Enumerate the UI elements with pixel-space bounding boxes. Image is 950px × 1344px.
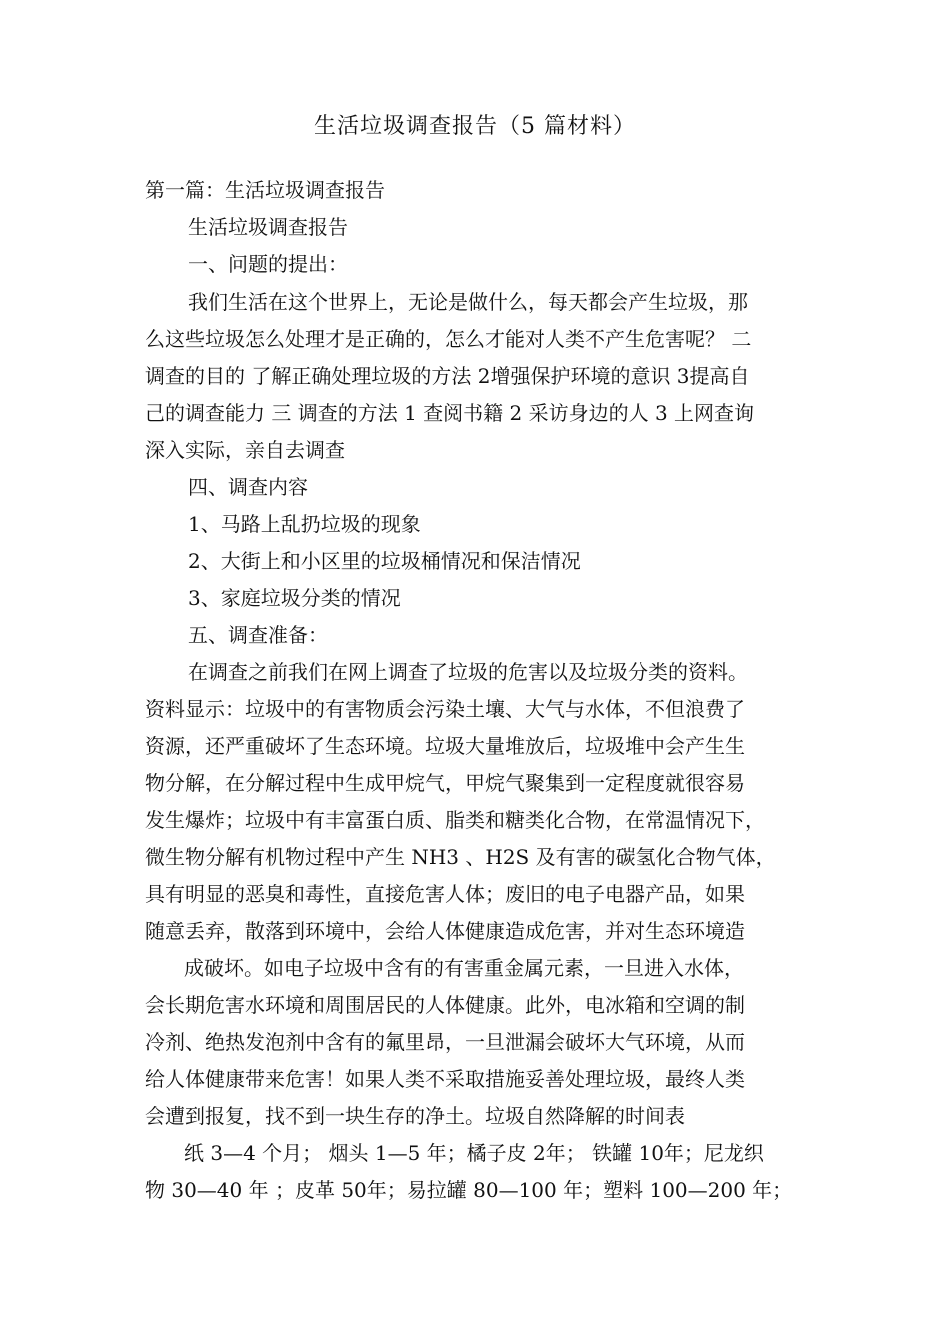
list-item: 1、马路上乱扔垃圾的现象 (188, 512, 421, 536)
paragraph-line: 纸 3—4 个月； 烟头 1—5 年；橘子皮 2年； 铁罐 10年；尼龙织 (184, 1141, 764, 1165)
list-item: 2、大街上和小区里的垃圾桶情况和保洁情况 (188, 549, 581, 573)
paragraph-line: 随意丢弃，散落到环境中，会给人体健康造成危害，并对生态环境造 (145, 919, 745, 943)
heading-problem: 一、问题的提出： (188, 252, 348, 276)
paragraph-line: 具有明显的恶臭和毒性，直接危害人体；废旧的电子电器产品，如果 (145, 882, 745, 906)
paragraph-line: 在调查之前我们在网上调查了垃圾的危害以及垃圾分类的资料。 (188, 660, 748, 684)
paragraph-line: 发生爆炸；垃圾中有丰富蛋白质、脂类和糖类化合物，在常温情况下， (145, 808, 765, 832)
paragraph-line: 己的调查能力 三 调查的方法 1 查阅书籍 2 采访身边的人 3 上网查询 (145, 401, 755, 425)
section-heading-part-1: 第一篇：生活垃圾调查报告 (145, 178, 385, 202)
paragraph-line: 物 30—40 年 ；皮革 50年；易拉罐 80—100 年；塑料 100—200 年； (145, 1178, 793, 1202)
paragraph-line: 给人体健康带来危害！如果人类不采取措施妥善处理垃圾，最终人类 (145, 1067, 745, 1091)
paragraph-line: 会遭到报复，找不到一块生存的净土。垃圾自然降解的时间表 (145, 1104, 685, 1128)
report-subtitle: 生活垃圾调查报告 (188, 215, 348, 239)
paragraph-line: 调查的目的 了解正确处理垃圾的方法 2增强保护环境的意识 3提高自 (145, 364, 750, 388)
paragraph-line: 我们生活在这个世界上，无论是做什么，每天都会产生垃圾，那 (188, 290, 748, 314)
heading-content: 四、调查内容 (188, 475, 308, 499)
paragraph-line: 么这些垃圾怎么处理才是正确的，怎么才能对人类不产生危害呢？ 二 (145, 327, 752, 351)
paragraph-line: 物分解，在分解过程中生成甲烷气，甲烷气聚集到一定程度就很容易 (145, 771, 745, 795)
paragraph-line: 冷剂、绝热发泡剂中含有的氟里昂，一旦泄漏会破坏大气环境，从而 (145, 1030, 745, 1054)
document-title: 生活垃圾调查报告（5 篇材料） (314, 114, 636, 139)
paragraph-line: 成破坏。如电子垃圾中含有的有害重金属元素，一旦进入水体， (184, 956, 744, 980)
paragraph-line: 资料显示：垃圾中的有害物质会污染土壤、大气与水体，不但浪费了 (145, 697, 745, 721)
paragraph-line: 微生物分解有机物过程中产生 NH3 、H2S 及有害的碳氢化合物气体， (145, 845, 776, 869)
paragraph-line: 会长期危害水环境和周围居民的人体健康。此外，电冰箱和空调的制 (145, 993, 745, 1017)
heading-preparation: 五、调查准备： (188, 623, 328, 647)
paragraph-line: 资源，还严重破坏了生态环境。垃圾大量堆放后，垃圾堆中会产生生 (145, 734, 745, 758)
paragraph-line: 深入实际，亲自去调查 (145, 438, 345, 462)
list-item: 3、家庭垃圾分类的情况 (188, 586, 401, 610)
